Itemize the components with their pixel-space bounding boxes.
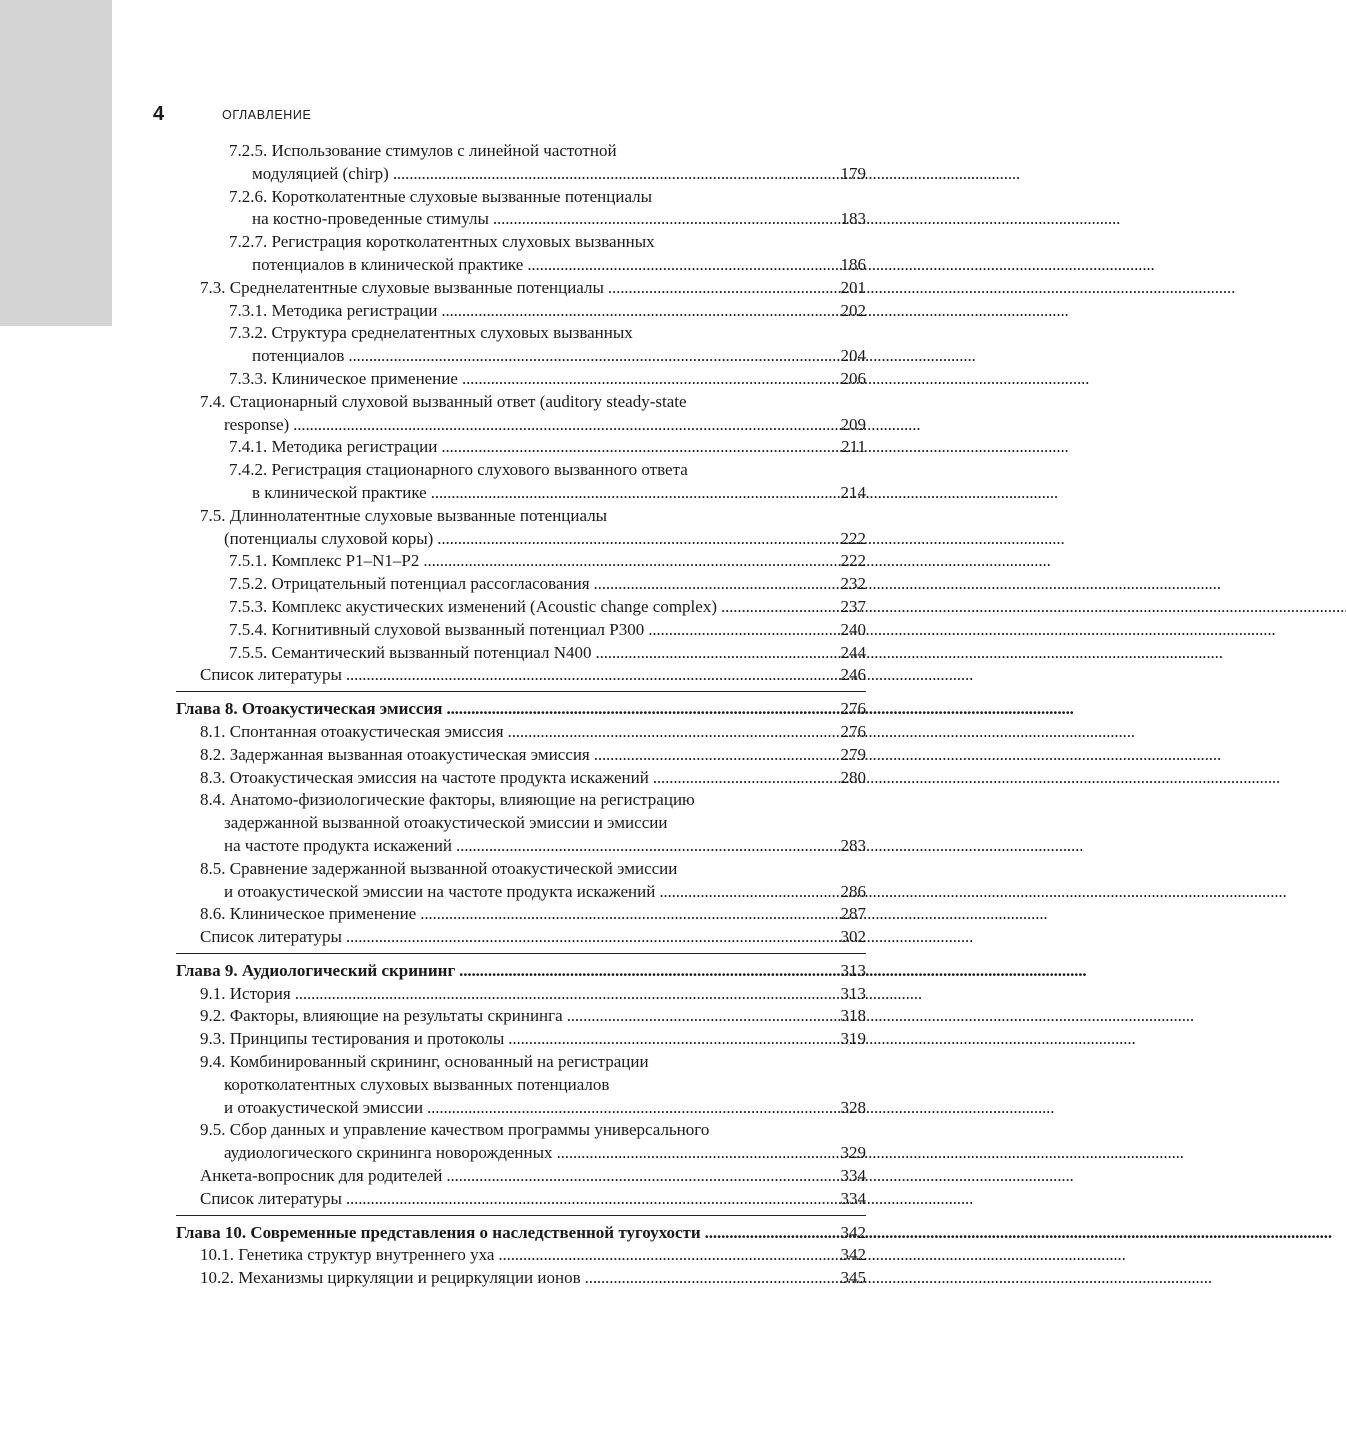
toc-entry[interactable]: [176, 322, 866, 368]
toc-entry[interactable]: [176, 721, 866, 744]
dot-leader: [557, 1142, 837, 1165]
toc-page-number: 334: [840, 1166, 866, 1186]
toc-page-number: 246: [840, 665, 866, 685]
toc-entry[interactable]: [176, 744, 866, 767]
toc-page-number: 202: [840, 300, 866, 320]
toc-entry-title: 8.1. Спонтанная отоакустическая эмиссия: [200, 721, 504, 741]
toc-entry-title: 7.2.5. Использование стимулов с линейной частотной: [229, 141, 617, 160]
toc-entry-title: 7.2.7. Регистрация коротколатентных слуховых вызванных: [229, 232, 655, 252]
toc-page-number: 342: [840, 1222, 866, 1242]
toc-page-number: 222: [840, 551, 866, 571]
toc-entry-title: 9.5. Сбор данных и управление качеством программы универсального: [200, 1120, 710, 1140]
toc-chapter-entry[interactable]: [176, 960, 866, 983]
toc-page-number: 222: [840, 528, 866, 548]
toc-entry[interactable]: [176, 858, 866, 904]
dot-leader: [441, 436, 837, 459]
toc-entry[interactable]: [176, 903, 866, 926]
toc-page-number: 328: [840, 1097, 866, 1117]
toc-entry[interactable]: [176, 983, 866, 1006]
dot-leader: [423, 550, 836, 573]
toc-entry-title: response): [224, 414, 290, 434]
toc-entry-title: Глава 10. Современные представления о наследственной тугоухости: [176, 1222, 701, 1242]
toc-entry-title: 7.3. Среднелатентные слуховые вызванные потенциалы: [200, 277, 604, 297]
dot-leader: [456, 835, 836, 858]
dot-leader: [721, 596, 837, 619]
toc-entry[interactable]: [176, 1028, 866, 1051]
toc-page-number: 237: [840, 596, 866, 616]
toc-entry-title: 8.2. Задержанная вызванная отоакустическая эмиссия: [200, 744, 590, 764]
toc-page-number: 334: [840, 1188, 866, 1208]
toc-entry-title: Список литературы: [200, 927, 342, 947]
toc-page-number: 201: [840, 277, 866, 297]
toc-entry-title: на частоте продукта искажений: [224, 835, 453, 855]
toc-entry-title: Список литературы: [200, 665, 342, 685]
dot-leader: [441, 300, 836, 323]
dot-leader: [705, 1222, 837, 1245]
toc-page-number: 204: [840, 346, 866, 366]
dot-leader: [295, 983, 837, 1006]
toc-entry-title: 7.2.6. Коротколатентные слуховые вызванные потенциалы: [229, 186, 653, 206]
toc-entry[interactable]: [176, 573, 866, 596]
toc-entry-title: 8.5. Сравнение задержанной вызванной отоакустической эмиссии: [200, 858, 678, 878]
toc-entry[interactable]: [176, 642, 866, 665]
toc-entry[interactable]: [176, 277, 866, 300]
toc-entry-title: Список литературы: [200, 1188, 342, 1208]
dot-leader: [446, 698, 836, 721]
toc-entry[interactable]: [176, 1267, 866, 1290]
toc-entry[interactable]: [176, 619, 866, 642]
dot-leader: [462, 368, 837, 391]
toc-entry-title: 7.4.2. Регистрация стационарного слухового вызванного ответа: [229, 460, 688, 480]
toc-page-number: 283: [840, 835, 866, 855]
toc-page-number: 279: [840, 744, 866, 764]
toc-entry[interactable]: [176, 1188, 866, 1211]
page-number: 4: [153, 103, 165, 125]
toc-page-number: 240: [840, 619, 866, 639]
toc-entry-title: 10.1. Генетика структур внутреннего уха: [200, 1245, 495, 1265]
toc-entry-title: потенциалов в клинической практике: [252, 254, 524, 274]
dot-leader: [346, 664, 837, 687]
toc-entry[interactable]: [176, 186, 866, 232]
toc-entry-title: и отоакустической эмиссии на частоте продукта искажений: [224, 881, 656, 901]
toc-entry-title: 7.5.5. Семантический вызванный потенциал N400: [229, 642, 592, 662]
dot-leader: [348, 345, 836, 368]
dot-leader: [346, 926, 837, 949]
toc-entry-title: 8.4. Анатомо-физиологические факторы, влияющие на регистрацию: [200, 790, 695, 810]
toc-entry-title: аудиологического скрининга новорожденных: [224, 1143, 553, 1163]
toc-page-number: 319: [840, 1029, 866, 1049]
toc-entry-title: задержанной вызванной отоакустической эмиссии и эмиссии: [224, 813, 668, 833]
toc-entry[interactable]: [176, 368, 866, 391]
chapter-divider: [176, 691, 866, 692]
dot-leader: [420, 903, 836, 926]
toc-page-number: 329: [840, 1143, 866, 1163]
dot-leader: [431, 482, 837, 505]
toc-entry[interactable]: [176, 664, 866, 687]
dot-leader: [653, 767, 837, 790]
dot-leader: [594, 573, 837, 596]
toc-entry[interactable]: [176, 1051, 866, 1119]
toc-page-number: 280: [840, 767, 866, 787]
toc-entry-title: 7.5.3. Комплекс акустических изменений (Acoustic change complex): [229, 596, 717, 616]
toc-entry-title: 7.4. Стационарный слуховой вызванный ответ (auditory steady-state: [200, 391, 687, 411]
toc-page-number: 183: [840, 209, 866, 229]
toc-page-number: 342: [840, 1245, 866, 1265]
dot-leader: [648, 619, 836, 642]
dot-leader: [585, 1267, 837, 1290]
toc-page-number: 276: [840, 699, 866, 719]
dot-leader: [393, 163, 837, 186]
toc-page-number: 214: [840, 482, 866, 502]
toc-page-number: 209: [840, 414, 866, 434]
dot-leader: [459, 960, 836, 983]
toc-entry-title: 7.5.4. Когнитивный слуховой вызванный потенциал P300: [229, 619, 645, 639]
toc-entry-title: 7.3.1. Методика регистрации: [229, 300, 438, 320]
toc-entry-title: Глава 8. Отоакустическая эмиссия: [176, 699, 443, 719]
dot-leader: [594, 744, 837, 767]
dot-leader: [446, 1165, 836, 1188]
toc-page-number: 302: [840, 927, 866, 947]
toc-entry-title: 8.3. Отоакустическая эмиссия на частоте продукта искажений: [200, 767, 649, 787]
toc-page-number: 313: [840, 960, 866, 980]
toc-entry-title: 9.1. История: [200, 983, 291, 1003]
toc-entry-title: 7.3.3. Клиническое применение: [229, 368, 458, 388]
dot-leader: [659, 881, 836, 904]
toc-entry[interactable]: [176, 505, 866, 551]
toc-entry[interactable]: [176, 596, 866, 619]
toc-entry[interactable]: [176, 231, 866, 277]
dot-leader: [437, 528, 836, 551]
toc-entry[interactable]: [176, 1244, 866, 1267]
toc-entry[interactable]: [176, 391, 866, 437]
toc-entry[interactable]: [176, 300, 866, 323]
toc-entry[interactable]: [176, 767, 866, 790]
toc-entry[interactable]: [176, 1165, 866, 1188]
toc-entry-title: (потенциалы слуховой коры): [224, 528, 434, 548]
dot-leader: [493, 208, 837, 231]
running-head: ОГЛАВЛЕНИЕ: [222, 108, 312, 122]
toc-entry-title: модуляцией (chirp): [252, 163, 389, 183]
toc-page-number: 232: [840, 574, 866, 594]
toc-page-number: 179: [840, 163, 866, 183]
toc-chapter-entry[interactable]: [176, 698, 866, 721]
toc-page-number: 318: [840, 1006, 866, 1026]
dot-leader: [427, 1097, 836, 1120]
table-of-contents: [176, 140, 866, 1290]
toc-entry-title: потенциалов: [252, 346, 345, 366]
dot-leader: [508, 1028, 836, 1051]
toc-chapter-entry[interactable]: [176, 1222, 866, 1245]
toc-entry[interactable]: [176, 1119, 866, 1165]
toc-entry-title: Анкета-вопросник для родителей: [200, 1166, 443, 1186]
toc-entry[interactable]: [176, 140, 866, 186]
toc-entry[interactable]: [176, 459, 866, 505]
side-tab-marker: [0, 0, 112, 326]
toc-entry-title: 9.3. Принципы тестирования и протоколы: [200, 1029, 505, 1049]
dot-leader: [346, 1188, 837, 1211]
toc-entry-title: 7.5.2. Отрицательный потенциал рассогласования: [229, 574, 590, 594]
dot-leader: [567, 1005, 837, 1028]
toc-entry[interactable]: [176, 789, 866, 857]
toc-page-number: 244: [840, 642, 866, 662]
dot-leader: [596, 642, 837, 665]
toc-entry-title: коротколатентных слуховых вызванных потенциалов: [224, 1074, 610, 1094]
toc-entry-title: 7.4.1. Методика регистрации: [229, 437, 438, 457]
toc-page-number: 286: [840, 881, 866, 901]
dot-leader: [608, 277, 837, 300]
toc-entry-title: Глава 9. Аудиологический скрининг: [176, 960, 456, 980]
toc-page-number: 287: [840, 904, 866, 924]
toc-entry-title: 7.5. Длиннолатентные слуховые вызванные потенциалы: [200, 505, 608, 525]
toc-entry-title: 8.6. Клиническое применение: [200, 904, 417, 924]
toc-page-number: 206: [840, 368, 866, 388]
chapter-divider: [176, 1215, 866, 1216]
toc-entry-title: на костно-проведенные стимулы: [252, 209, 489, 229]
dot-leader: [527, 254, 836, 277]
toc-page-number: 211: [841, 437, 866, 457]
toc-page-number: 313: [840, 983, 866, 1003]
toc-entry[interactable]: [176, 436, 866, 459]
chapter-divider: [176, 953, 866, 954]
toc-entry[interactable]: [176, 926, 866, 949]
toc-entry[interactable]: [176, 550, 866, 573]
toc-entry-title: и отоакустической эмиссии: [224, 1097, 424, 1117]
toc-page-number: 186: [840, 254, 866, 274]
dot-leader: [293, 414, 836, 437]
dot-leader: [498, 1244, 836, 1267]
toc-entry-title: 9.2. Факторы, влияющие на результаты скрининга: [200, 1006, 563, 1026]
toc-entry-title: 9.4. Комбинированный скрининг, основанный на регистрации: [200, 1052, 649, 1072]
toc-entry[interactable]: [176, 1005, 866, 1028]
toc-entry-title: 10.2. Механизмы циркуляции и рециркуляции ионов: [200, 1268, 581, 1288]
toc-page-number: 345: [840, 1268, 866, 1288]
toc-entry-title: в клинической практике: [252, 482, 427, 502]
toc-entry-title: 7.3.2. Структура среднелатентных слуховых вызванных: [229, 323, 633, 343]
toc-entry-title: 7.5.1. Комплекс P1–N1–P2: [229, 551, 420, 571]
dot-leader: [508, 721, 837, 744]
toc-page-number: 276: [840, 721, 866, 741]
